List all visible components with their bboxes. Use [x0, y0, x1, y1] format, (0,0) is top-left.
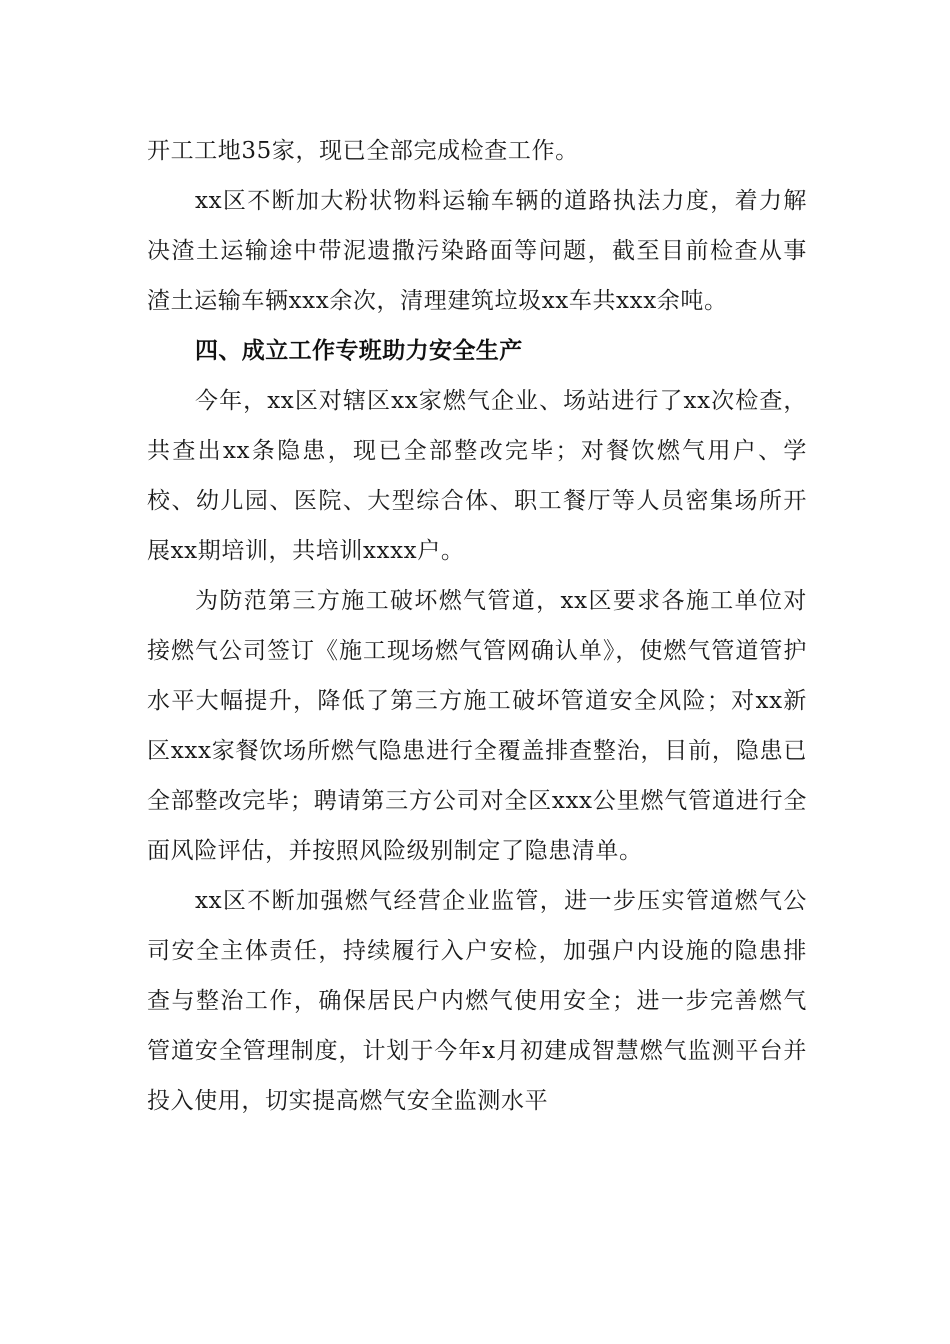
- continuation-paragraph: 开工工地35家，现已全部完成检查工作。: [147, 138, 579, 164]
- paragraph-gas-inspection: 今年，xx区对辖区xx家燃气企业、场站进行了xx次检查，共查出xx条隐患，现已全部整改完毕；对餐饮燃气用户、学校、幼儿园、医院、大型综合体、职工餐厅等人员密集场所开展xx期培训，共培训xxxx户。: [147, 388, 807, 564]
- paragraph-dust-control: xx区不断加大粉状物料运输车辆的道路执法力度，着力解决渣土运输途中带泥遗撒污染路面等问题，截至目前检查从事渣土运输车辆xxx余次，清理建筑垃圾xx车共xxx余吨。: [147, 188, 807, 314]
- paragraph-enterprise-supervision: xx区不断加强燃气经营企业监管，进一步压实管道燃气公司安全主体责任，持续履行入户安检，加强户内设施的隐患排查与整治工作，确保居民户内燃气使用安全；进一步完善燃气管道安全管理制度，计划于今年x月初建成智慧燃气监测平台并投入使用，切实提高燃气安全监测水平: [147, 888, 807, 1114]
- document-body: [147, 126, 807, 1126]
- section-heading: 四、成立工作专班助力安全生产: [195, 338, 523, 364]
- paragraph-pipeline-protection: 为防范第三方施工破坏燃气管道，xx区要求各施工单位对接燃气公司签订《施工现场燃气管网确认单》，使燃气管道管护水平大幅提升，降低了第三方施工破坏管道安全风险；对xx新区xxx家餐饮场所燃气隐患进行全覆盖排查整治，目前，隐患已全部整改完毕；聘请第三方公司对全区xxx公里燃气管道进行全面风险评估，并按照风险级别制定了隐患清单。: [147, 588, 807, 864]
